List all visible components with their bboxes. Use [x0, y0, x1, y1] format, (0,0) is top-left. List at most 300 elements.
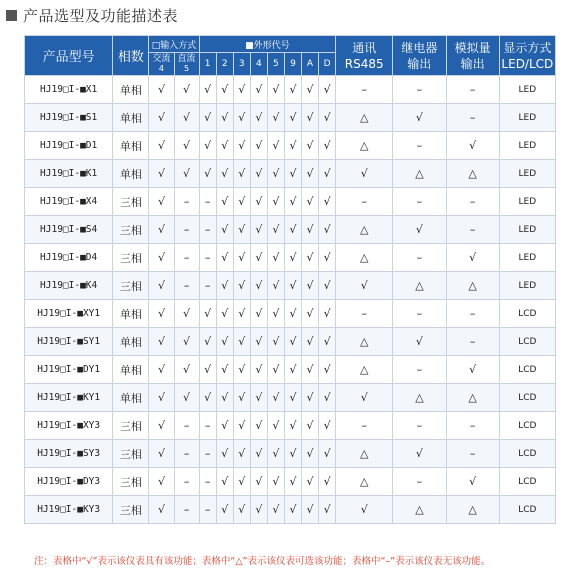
- shape-2-cell: √: [216, 496, 233, 524]
- display-cell: LED: [499, 160, 555, 188]
- shape-5-cell: √: [267, 356, 284, 384]
- comm-cell: √: [336, 496, 393, 524]
- shape-D-cell: √: [319, 244, 336, 272]
- shape-A-cell: √: [301, 412, 318, 440]
- header-relay: [393, 36, 446, 76]
- phase-cell: 单相: [113, 160, 149, 188]
- table-row: [25, 496, 556, 524]
- shape-3-cell: √: [233, 272, 250, 300]
- table-row: [25, 272, 556, 300]
- display-cell: LED: [499, 272, 555, 300]
- comm-cell: –: [336, 300, 393, 328]
- shape-5-cell: √: [267, 412, 284, 440]
- shape-1-cell: –: [199, 468, 216, 496]
- model-cell: HJ19□I-■SY3: [25, 440, 113, 468]
- input-ac-cell: √: [149, 76, 174, 104]
- shape-1-cell: –: [199, 244, 216, 272]
- table-row: [25, 328, 556, 356]
- relay-cell: △: [393, 272, 446, 300]
- shape-9-cell: √: [284, 496, 301, 524]
- header-shape-group: ■外形代号: [199, 36, 336, 53]
- table-body: [25, 76, 556, 524]
- header-shape-4: 4: [250, 53, 267, 76]
- shape-D-cell: √: [319, 496, 336, 524]
- input-ac-cell: √: [149, 300, 174, 328]
- relay-cell: √: [393, 104, 446, 132]
- shape-9-cell: √: [284, 468, 301, 496]
- relay-cell: △: [393, 496, 446, 524]
- shape-D-cell: √: [319, 272, 336, 300]
- shape-D-cell: √: [319, 468, 336, 496]
- model-cell: HJ19□I-■XY3: [25, 412, 113, 440]
- comm-cell: √: [336, 160, 393, 188]
- shape-5-cell: √: [267, 440, 284, 468]
- shape-5-cell: √: [267, 272, 284, 300]
- input-ac-cell: √: [149, 328, 174, 356]
- shape-5-cell: √: [267, 188, 284, 216]
- model-cell: HJ19□I-■DY3: [25, 468, 113, 496]
- display-cell: LCD: [499, 468, 555, 496]
- shape-A-cell: √: [301, 76, 318, 104]
- shape-2-cell: √: [216, 216, 233, 244]
- comm-cell: △: [336, 328, 393, 356]
- shape-5-cell: √: [267, 468, 284, 496]
- input-ac-cell: √: [149, 188, 174, 216]
- analog-cell: –: [446, 76, 499, 104]
- table-row: [25, 216, 556, 244]
- header-input-ac-code: 4: [158, 64, 165, 73]
- header-input-group: □输入方式: [149, 36, 199, 53]
- phase-cell: 单相: [113, 132, 149, 160]
- analog-cell: √: [446, 132, 499, 160]
- shape-2-cell: √: [216, 188, 233, 216]
- shape-4-cell: √: [250, 356, 267, 384]
- input-dc-cell: –: [174, 440, 199, 468]
- table-row: [25, 412, 556, 440]
- shape-A-cell: √: [301, 300, 318, 328]
- shape-4-cell: √: [250, 104, 267, 132]
- title-bar: [6, 4, 178, 26]
- shape-2-cell: √: [216, 160, 233, 188]
- input-dc-cell: –: [174, 188, 199, 216]
- shape-9-cell: √: [284, 300, 301, 328]
- shape-1-cell: √: [199, 76, 216, 104]
- comm-cell: √: [336, 272, 393, 300]
- header-relay-line1: 继电器: [401, 40, 438, 55]
- analog-cell: △: [446, 160, 499, 188]
- input-ac-cell: √: [149, 496, 174, 524]
- shape-4-cell: √: [250, 440, 267, 468]
- input-dc-cell: √: [174, 356, 199, 384]
- shape-3-cell: √: [233, 216, 250, 244]
- phase-cell: 单相: [113, 356, 149, 384]
- shape-3-cell: √: [233, 188, 250, 216]
- display-cell: LCD: [499, 356, 555, 384]
- shape-D-cell: √: [319, 132, 336, 160]
- shape-D-cell: √: [319, 188, 336, 216]
- shape-9-cell: √: [284, 412, 301, 440]
- input-ac-cell: √: [149, 440, 174, 468]
- shape-5-cell: √: [267, 384, 284, 412]
- shape-A-cell: √: [301, 496, 318, 524]
- shape-4-cell: √: [250, 300, 267, 328]
- input-dc-cell: √: [174, 132, 199, 160]
- relay-cell: –: [393, 132, 446, 160]
- input-ac-cell: √: [149, 384, 174, 412]
- shape-9-cell: √: [284, 328, 301, 356]
- shape-4-cell: √: [250, 328, 267, 356]
- input-ac-cell: √: [149, 244, 174, 272]
- display-cell: LED: [499, 244, 555, 272]
- analog-cell: –: [446, 440, 499, 468]
- shape-D-cell: √: [319, 384, 336, 412]
- shape-1-cell: –: [199, 188, 216, 216]
- shape-A-cell: √: [301, 216, 318, 244]
- header-shape-5: 5: [267, 53, 284, 76]
- input-ac-cell: √: [149, 272, 174, 300]
- phase-cell: 三相: [113, 272, 149, 300]
- shape-3-cell: √: [233, 76, 250, 104]
- model-cell: HJ19□I-■X1: [25, 76, 113, 104]
- analog-cell: √: [446, 356, 499, 384]
- comm-cell: √: [336, 384, 393, 412]
- header-model: 产品型号: [25, 36, 113, 76]
- shape-D-cell: √: [319, 412, 336, 440]
- display-cell: LCD: [499, 496, 555, 524]
- shape-9-cell: √: [284, 384, 301, 412]
- shape-2-cell: √: [216, 440, 233, 468]
- shape-2-cell: √: [216, 272, 233, 300]
- analog-cell: –: [446, 300, 499, 328]
- table-row: [25, 132, 556, 160]
- model-cell: HJ19□I-■D4: [25, 244, 113, 272]
- model-cell: HJ19□I-■D1: [25, 132, 113, 160]
- display-cell: LCD: [499, 300, 555, 328]
- header-relay-line2: 输出: [407, 56, 432, 71]
- model-cell: HJ19□I-■KY3: [25, 496, 113, 524]
- shape-D-cell: √: [319, 328, 336, 356]
- shape-5-cell: √: [267, 76, 284, 104]
- shape-3-cell: √: [233, 244, 250, 272]
- table-row: [25, 440, 556, 468]
- model-cell: HJ19□I-■XY1: [25, 300, 113, 328]
- shape-2-cell: √: [216, 244, 233, 272]
- phase-cell: 三相: [113, 412, 149, 440]
- shape-4-cell: √: [250, 412, 267, 440]
- input-ac-cell: √: [149, 468, 174, 496]
- display-cell: LED: [499, 76, 555, 104]
- relay-cell: –: [393, 300, 446, 328]
- display-cell: LCD: [499, 328, 555, 356]
- shape-1-cell: –: [199, 216, 216, 244]
- shape-A-cell: √: [301, 188, 318, 216]
- shape-5-cell: √: [267, 160, 284, 188]
- shape-2-cell: √: [216, 328, 233, 356]
- shape-1-cell: √: [199, 104, 216, 132]
- phase-cell: 单相: [113, 76, 149, 104]
- header-comm: [336, 36, 393, 76]
- header-comm-line2: RS485: [344, 56, 384, 71]
- shape-9-cell: √: [284, 356, 301, 384]
- shape-2-cell: √: [216, 384, 233, 412]
- shape-A-cell: √: [301, 244, 318, 272]
- shape-4-cell: √: [250, 76, 267, 104]
- table-row: [25, 160, 556, 188]
- header-shape-3: 3: [233, 53, 250, 76]
- shape-9-cell: √: [284, 104, 301, 132]
- header-shape-2: 2: [216, 53, 233, 76]
- shape-D-cell: √: [319, 216, 336, 244]
- input-dc-cell: –: [174, 496, 199, 524]
- input-dc-cell: √: [174, 328, 199, 356]
- shape-A-cell: √: [301, 384, 318, 412]
- input-dc-cell: –: [174, 412, 199, 440]
- relay-cell: –: [393, 244, 446, 272]
- model-cell: HJ19□I-■KY1: [25, 384, 113, 412]
- shape-D-cell: √: [319, 76, 336, 104]
- shape-3-cell: √: [233, 496, 250, 524]
- shape-9-cell: √: [284, 216, 301, 244]
- shape-A-cell: √: [301, 104, 318, 132]
- header-analog: [446, 36, 499, 76]
- shape-4-cell: √: [250, 160, 267, 188]
- comm-cell: –: [336, 412, 393, 440]
- analog-cell: √: [446, 244, 499, 272]
- shape-1-cell: –: [199, 496, 216, 524]
- analog-cell: –: [446, 412, 499, 440]
- table-row: [25, 104, 556, 132]
- comm-cell: △: [336, 440, 393, 468]
- relay-cell: √: [393, 216, 446, 244]
- display-cell: LCD: [499, 440, 555, 468]
- shape-9-cell: √: [284, 132, 301, 160]
- shape-3-cell: √: [233, 132, 250, 160]
- shape-A-cell: √: [301, 440, 318, 468]
- phase-cell: 三相: [113, 496, 149, 524]
- shape-2-cell: √: [216, 412, 233, 440]
- input-dc-cell: –: [174, 468, 199, 496]
- relay-cell: △: [393, 384, 446, 412]
- shape-9-cell: √: [284, 76, 301, 104]
- header-input-dc-label: 直流: [177, 54, 196, 64]
- analog-cell: △: [446, 272, 499, 300]
- phase-cell: 单相: [113, 384, 149, 412]
- shape-4-cell: √: [250, 384, 267, 412]
- phase-cell: 三相: [113, 440, 149, 468]
- relay-cell: –: [393, 468, 446, 496]
- header-display-line1: 显示方式: [503, 40, 552, 55]
- shape-9-cell: √: [284, 272, 301, 300]
- shape-1-cell: –: [199, 440, 216, 468]
- shape-3-cell: √: [233, 384, 250, 412]
- analog-cell: √: [446, 468, 499, 496]
- display-cell: LED: [499, 104, 555, 132]
- phase-cell: 三相: [113, 188, 149, 216]
- input-ac-cell: √: [149, 356, 174, 384]
- table-row: [25, 384, 556, 412]
- model-cell: HJ19□I-■SY1: [25, 328, 113, 356]
- table-row: [25, 356, 556, 384]
- model-cell: HJ19□I-■S1: [25, 104, 113, 132]
- input-ac-cell: √: [149, 216, 174, 244]
- shape-4-cell: √: [250, 272, 267, 300]
- shape-9-cell: √: [284, 188, 301, 216]
- header-shape-D: D: [319, 53, 336, 76]
- display-cell: LED: [499, 132, 555, 160]
- comm-cell: △: [336, 104, 393, 132]
- shape-3-cell: √: [233, 468, 250, 496]
- shape-D-cell: √: [319, 160, 336, 188]
- shape-1-cell: √: [199, 300, 216, 328]
- shape-2-cell: √: [216, 104, 233, 132]
- shape-1-cell: √: [199, 160, 216, 188]
- input-ac-cell: √: [149, 104, 174, 132]
- table-row: [25, 76, 556, 104]
- shape-3-cell: √: [233, 300, 250, 328]
- shape-1-cell: √: [199, 132, 216, 160]
- shape-A-cell: √: [301, 132, 318, 160]
- header-shape-1: 1: [199, 53, 216, 76]
- comm-cell: △: [336, 468, 393, 496]
- shape-5-cell: √: [267, 496, 284, 524]
- header-input-dc: [174, 53, 199, 76]
- comm-cell: △: [336, 216, 393, 244]
- shape-A-cell: √: [301, 356, 318, 384]
- display-cell: LCD: [499, 384, 555, 412]
- shape-3-cell: √: [233, 160, 250, 188]
- header-comm-line1: 通讯: [352, 40, 377, 55]
- table-header: [25, 36, 556, 76]
- display-cell: LCD: [499, 412, 555, 440]
- shape-3-cell: √: [233, 104, 250, 132]
- shape-4-cell: √: [250, 216, 267, 244]
- shape-5-cell: √: [267, 216, 284, 244]
- comm-cell: –: [336, 188, 393, 216]
- phase-cell: 单相: [113, 300, 149, 328]
- analog-cell: △: [446, 496, 499, 524]
- shape-3-cell: √: [233, 440, 250, 468]
- shape-3-cell: √: [233, 356, 250, 384]
- shape-A-cell: √: [301, 272, 318, 300]
- relay-cell: –: [393, 412, 446, 440]
- header-phase: 相数: [113, 36, 149, 76]
- input-dc-cell: √: [174, 76, 199, 104]
- shape-5-cell: √: [267, 244, 284, 272]
- table-row: [25, 188, 556, 216]
- model-cell: HJ19□I-■S4: [25, 216, 113, 244]
- relay-cell: √: [393, 440, 446, 468]
- shape-9-cell: √: [284, 244, 301, 272]
- table-row: [25, 468, 556, 496]
- shape-4-cell: √: [250, 496, 267, 524]
- shape-A-cell: √: [301, 160, 318, 188]
- display-cell: LED: [499, 216, 555, 244]
- display-cell: LED: [499, 188, 555, 216]
- shape-A-cell: √: [301, 328, 318, 356]
- phase-cell: 三相: [113, 468, 149, 496]
- analog-cell: –: [446, 188, 499, 216]
- phase-cell: 三相: [113, 244, 149, 272]
- title-square-icon: [6, 10, 17, 21]
- analog-cell: –: [446, 104, 499, 132]
- shape-4-cell: √: [250, 468, 267, 496]
- shape-2-cell: √: [216, 132, 233, 160]
- analog-cell: △: [446, 384, 499, 412]
- header-shape-9: 9: [284, 53, 301, 76]
- shape-3-cell: √: [233, 412, 250, 440]
- shape-2-cell: √: [216, 356, 233, 384]
- shape-2-cell: √: [216, 300, 233, 328]
- model-cell: HJ19□I-■X4: [25, 188, 113, 216]
- shape-1-cell: –: [199, 272, 216, 300]
- shape-1-cell: √: [199, 356, 216, 384]
- input-ac-cell: √: [149, 412, 174, 440]
- shape-D-cell: √: [319, 104, 336, 132]
- phase-cell: 三相: [113, 216, 149, 244]
- input-ac-cell: √: [149, 160, 174, 188]
- header-analog-line1: 模拟量: [454, 40, 491, 55]
- header-input-ac: [149, 53, 174, 76]
- comm-cell: △: [336, 132, 393, 160]
- page-title: 产品选型及功能描述表: [23, 6, 179, 25]
- shape-9-cell: √: [284, 440, 301, 468]
- relay-cell: –: [393, 76, 446, 104]
- header-input-ac-label: 交流: [152, 54, 171, 64]
- shape-5-cell: √: [267, 328, 284, 356]
- input-dc-cell: –: [174, 244, 199, 272]
- comm-cell: △: [336, 356, 393, 384]
- shape-A-cell: √: [301, 468, 318, 496]
- relay-cell: –: [393, 356, 446, 384]
- shape-4-cell: √: [250, 132, 267, 160]
- analog-cell: –: [446, 328, 499, 356]
- shape-4-cell: √: [250, 244, 267, 272]
- shape-1-cell: √: [199, 384, 216, 412]
- shape-5-cell: √: [267, 132, 284, 160]
- header-shape-A: A: [301, 53, 318, 76]
- input-dc-cell: –: [174, 216, 199, 244]
- shape-1-cell: √: [199, 328, 216, 356]
- shape-4-cell: √: [250, 188, 267, 216]
- model-cell: HJ19□I-■K1: [25, 160, 113, 188]
- shape-9-cell: √: [284, 160, 301, 188]
- shape-5-cell: √: [267, 104, 284, 132]
- input-dc-cell: √: [174, 104, 199, 132]
- shape-D-cell: √: [319, 356, 336, 384]
- shape-3-cell: √: [233, 328, 250, 356]
- selection-table: [24, 35, 556, 524]
- shape-D-cell: √: [319, 300, 336, 328]
- analog-cell: –: [446, 216, 499, 244]
- relay-cell: △: [393, 160, 446, 188]
- input-dc-cell: –: [174, 272, 199, 300]
- phase-cell: 单相: [113, 104, 149, 132]
- table-row: [25, 244, 556, 272]
- header-input-dc-code: 5: [184, 64, 190, 73]
- phase-cell: 单相: [113, 328, 149, 356]
- input-dc-cell: √: [174, 384, 199, 412]
- header-display-line2: LED/LCD: [501, 56, 554, 71]
- model-cell: HJ19□I-■K4: [25, 272, 113, 300]
- shape-5-cell: √: [267, 300, 284, 328]
- relay-cell: –: [393, 188, 446, 216]
- table-row: [25, 300, 556, 328]
- header-analog-line2: 输出: [460, 56, 485, 71]
- header-display: [499, 36, 555, 76]
- shape-2-cell: √: [216, 468, 233, 496]
- shape-1-cell: –: [199, 412, 216, 440]
- relay-cell: √: [393, 328, 446, 356]
